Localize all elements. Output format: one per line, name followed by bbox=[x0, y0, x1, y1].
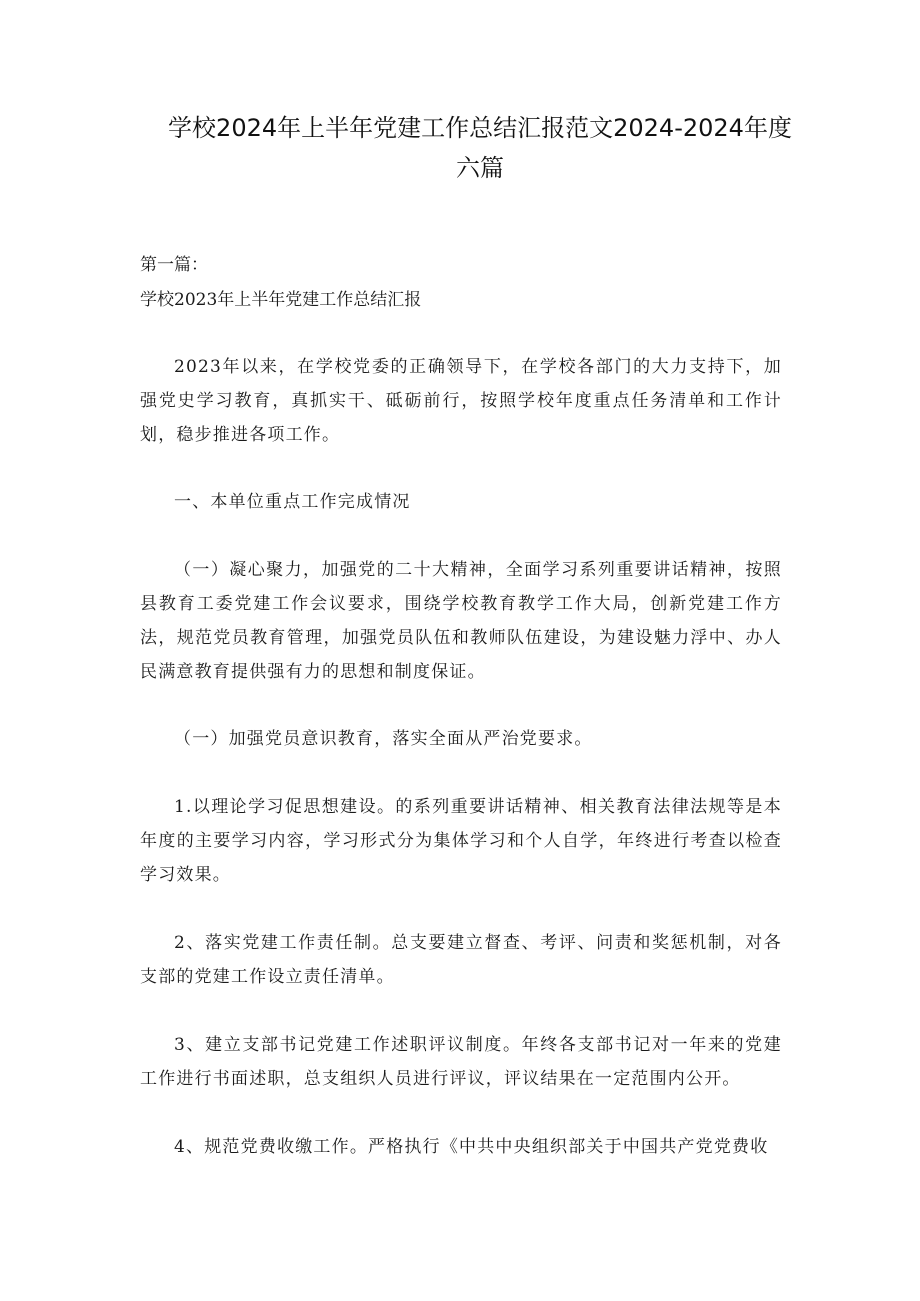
section-subtitle: 学校2023年上半年党建工作总结汇报 bbox=[140, 290, 422, 310]
paragraph-review-system: 3、建立支部书记党建工作述职评议制度。年终各支部书记对一年来的党建工作进行书面述职，总支组织人员进行评议，评议结果在一定范围内公开。 bbox=[140, 1035, 782, 1089]
document-title bbox=[150, 108, 810, 188]
title-line-2: 六篇 bbox=[456, 154, 504, 182]
paragraph-theory-study: 1.以理论学习促思想建设。的系列重要讲话精神、相关教育法律法规等是本年度的主要学习内容，学习形式分为集体学习和个人自学，年终进行考查以检查学习效果。 bbox=[140, 797, 782, 885]
section-label: 第一篇： bbox=[140, 255, 208, 275]
paragraph-intro: 2023年以来，在学校党委的正确领导下，在学校各部门的大力支持下，加强党史学习教育，真抓实干、砥砺前行，按照学校年度重点任务清单和工作计划，稳步推进各项工作。 bbox=[140, 357, 782, 445]
title-line-1: 学校2024年上半年党建工作总结汇报范文2024-2024年度 bbox=[168, 114, 792, 142]
paragraph-unity: （一）凝心聚力，加强党的二十大精神，全面学习系列重要讲话精神，按照县教育工委党建工作会议要求，围绕学校教育教学工作大局，创新党建工作方法，规范党员教育管理，加强党员队伍和教师队伍建设，为建设魅力浮中、办人民满意教育提供强有力的思想和制度保证。 bbox=[140, 560, 782, 682]
heading-party-education: （一）加强党员意识教育，落实全面从严治党要求。 bbox=[174, 729, 593, 749]
heading-key-work: 一、本单位重点工作完成情况 bbox=[174, 492, 411, 512]
paragraph-party-dues: 4、规范党费收缴工作。严格执行《中共中央组织部关于中国共产党党费收 bbox=[174, 1137, 769, 1157]
paragraph-responsibility: 2、落实党建工作责任制。总支要建立督查、考评、问责和奖惩机制，对各支部的党建工作设立责任清单。 bbox=[140, 933, 782, 987]
